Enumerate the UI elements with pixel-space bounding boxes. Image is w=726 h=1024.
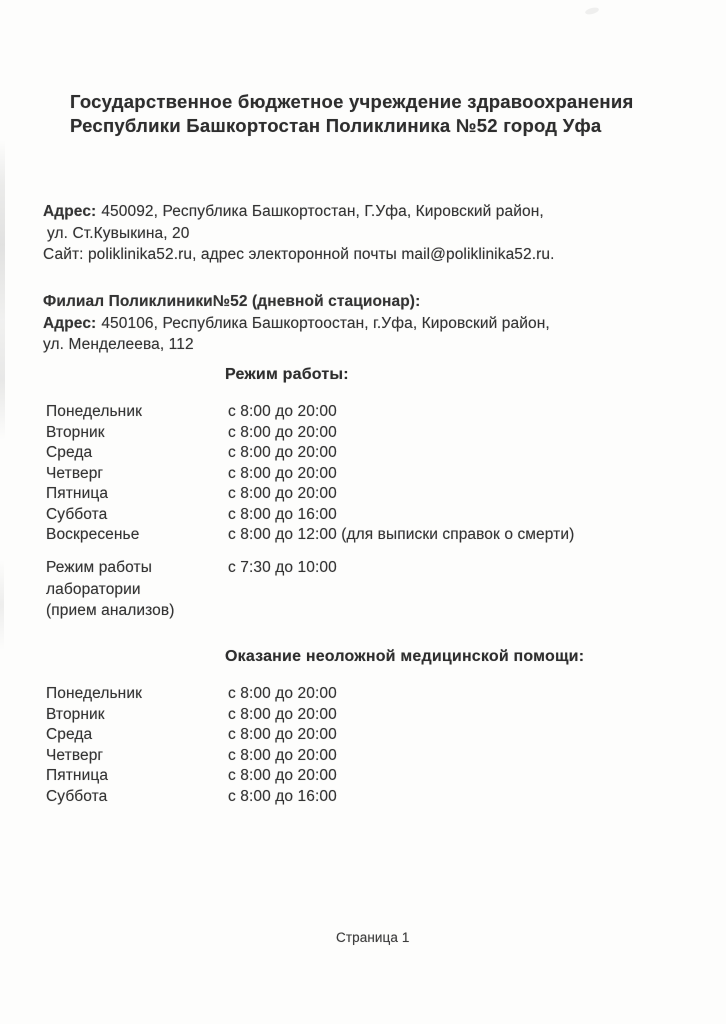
scan-artifact: [0, 560, 4, 650]
schedule-day: Суббота: [46, 787, 108, 805]
schedule-day: Среда: [46, 444, 93, 461]
schedule-time: с 8:00 до 20:00: [228, 705, 337, 723]
schedule-day: Суббота: [46, 505, 108, 523]
lab-schedule-label: [46, 557, 228, 622]
schedule-day: Четверг: [46, 746, 104, 764]
emergency-schedule-heading: Оказание неоложной медицинской помощи:: [225, 648, 585, 665]
schedule-row: [46, 484, 696, 505]
schedule-row: [46, 464, 696, 485]
schedule-row: [46, 787, 696, 808]
branch-block: [43, 291, 683, 356]
schedule-day: Вторник: [46, 423, 105, 441]
clinic-title: [70, 90, 670, 137]
schedule-row: [46, 746, 696, 767]
scan-artifact: [584, 6, 599, 15]
schedule-day: Вторник: [46, 705, 105, 723]
schedule-time: с 8:00 до 20:00: [228, 485, 337, 502]
schedule-time: с 8:00 до 20:00: [228, 423, 337, 441]
schedule-row: [46, 423, 696, 444]
schedule-day: Понедельник: [46, 403, 142, 420]
schedule-time: с 8:00 до 20:00: [228, 746, 337, 764]
schedule-row: [46, 725, 696, 746]
address-line: [43, 201, 683, 223]
schedule-time: с 8:00 до 20:00: [228, 726, 337, 743]
contact-block: [43, 201, 683, 266]
schedule-day: Пятница: [46, 767, 109, 784]
scan-artifact: [0, 140, 5, 440]
lab-label-line1: Режим работы: [46, 559, 152, 576]
branch-address-line2: ул. Менделеева, 112: [43, 336, 194, 353]
lab-label-line2: лаборатории: [46, 580, 141, 598]
work-schedule-heading: Режим работы:: [225, 366, 349, 383]
address-value: 450092, Республика Башкортостан, Г.Уфа, Кировский район,: [101, 203, 544, 220]
lab-label-line3: (прием анализов): [46, 602, 175, 619]
schedule-day: Воскресенье: [46, 526, 140, 543]
schedule-day: Среда: [46, 726, 93, 743]
schedule-day: Пятница: [46, 485, 109, 502]
schedule-row: [46, 525, 696, 546]
schedule-time: с 8:00 до 12:00 (для выписки справок о смерти): [228, 526, 575, 543]
schedule-row: [46, 766, 696, 787]
schedule-row: [46, 684, 696, 705]
schedule-time: с 8:00 до 16:00: [228, 787, 337, 805]
branch-address-label: Адрес:: [43, 314, 97, 332]
emergency-schedule-table: [46, 684, 696, 807]
schedule-row: [46, 705, 696, 726]
schedule-time: с 8:00 до 20:00: [228, 464, 337, 482]
page-number: Страница 1: [336, 930, 410, 945]
schedule-day: Четверг: [46, 464, 104, 482]
branch-address-line: [43, 313, 683, 335]
clinic-title-line2: Республики Башкортостан Поликлиника №52 город Уфа: [70, 114, 602, 136]
lab-schedule-time: с 7:30 до 10:00: [228, 559, 337, 576]
schedule-time: с 8:00 до 20:00: [228, 685, 337, 702]
schedule-time: с 8:00 до 20:00: [228, 444, 337, 461]
address-line2: ул. Ст.Кувыкина, 20: [47, 224, 190, 242]
schedule-row: [46, 443, 696, 464]
lab-schedule-row: [46, 557, 696, 622]
branch-address-value: 450106, Республика Башкортоостан, г.Уфа, Кировский район,: [101, 314, 550, 332]
website-line: Сайт: poliklinika52.ru, адрес электоронной почты mail@poliklinika52.ru.: [43, 246, 555, 263]
schedule-day: Понедельник: [46, 685, 142, 702]
schedule-row: [46, 402, 696, 423]
work-schedule-table: [46, 402, 696, 546]
branch-title: Филиал Поликлиники№52 (дневной стационар):: [43, 293, 421, 310]
schedule-row: [46, 505, 696, 526]
schedule-time: с 8:00 до 20:00: [228, 767, 337, 784]
schedule-time: с 8:00 до 16:00: [228, 505, 337, 523]
address-label: Адрес:: [43, 203, 97, 220]
schedule-time: с 8:00 до 20:00: [228, 403, 337, 420]
clinic-title-line1: Государственное бюджетное учреждение здравоохранения: [70, 91, 634, 112]
